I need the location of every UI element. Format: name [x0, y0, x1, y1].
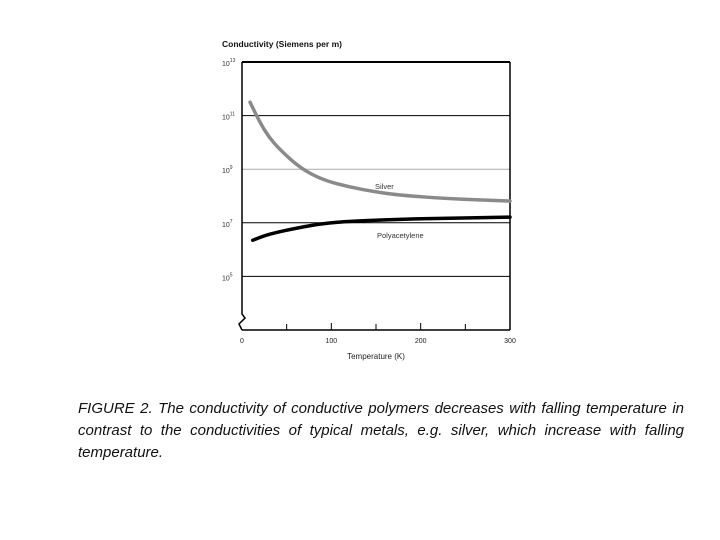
series-label-silver: Silver: [375, 182, 394, 191]
x-axis-label: Temperature (K): [347, 352, 405, 361]
x-tick-label: 0: [240, 338, 244, 345]
x-tick-label: 100: [325, 338, 338, 345]
x-tick-label: 300: [504, 338, 516, 345]
y-tick-label: $10^7$: [222, 218, 233, 229]
y-tick-label: $10^{11}$: [222, 111, 235, 122]
y-axis-with-break: [239, 62, 245, 330]
y-tick-label: $10^{13}$: [222, 58, 236, 68]
y-tick-label: $10^9$: [222, 165, 233, 176]
x-tick-label: 200: [414, 338, 427, 345]
y-tick-label: $10^5$: [222, 272, 233, 283]
series-label-polyacetylene: Polyacetylene: [377, 231, 424, 240]
figure-caption: FIGURE 2. The conductivity of conductive polymers decreases with falling temperature in contrast to the conductivities of typical metals, e.g. silver, which increase with falling temperature.: [78, 400, 684, 461]
chart-title: Conductivity (Siemens per m): [222, 39, 342, 49]
